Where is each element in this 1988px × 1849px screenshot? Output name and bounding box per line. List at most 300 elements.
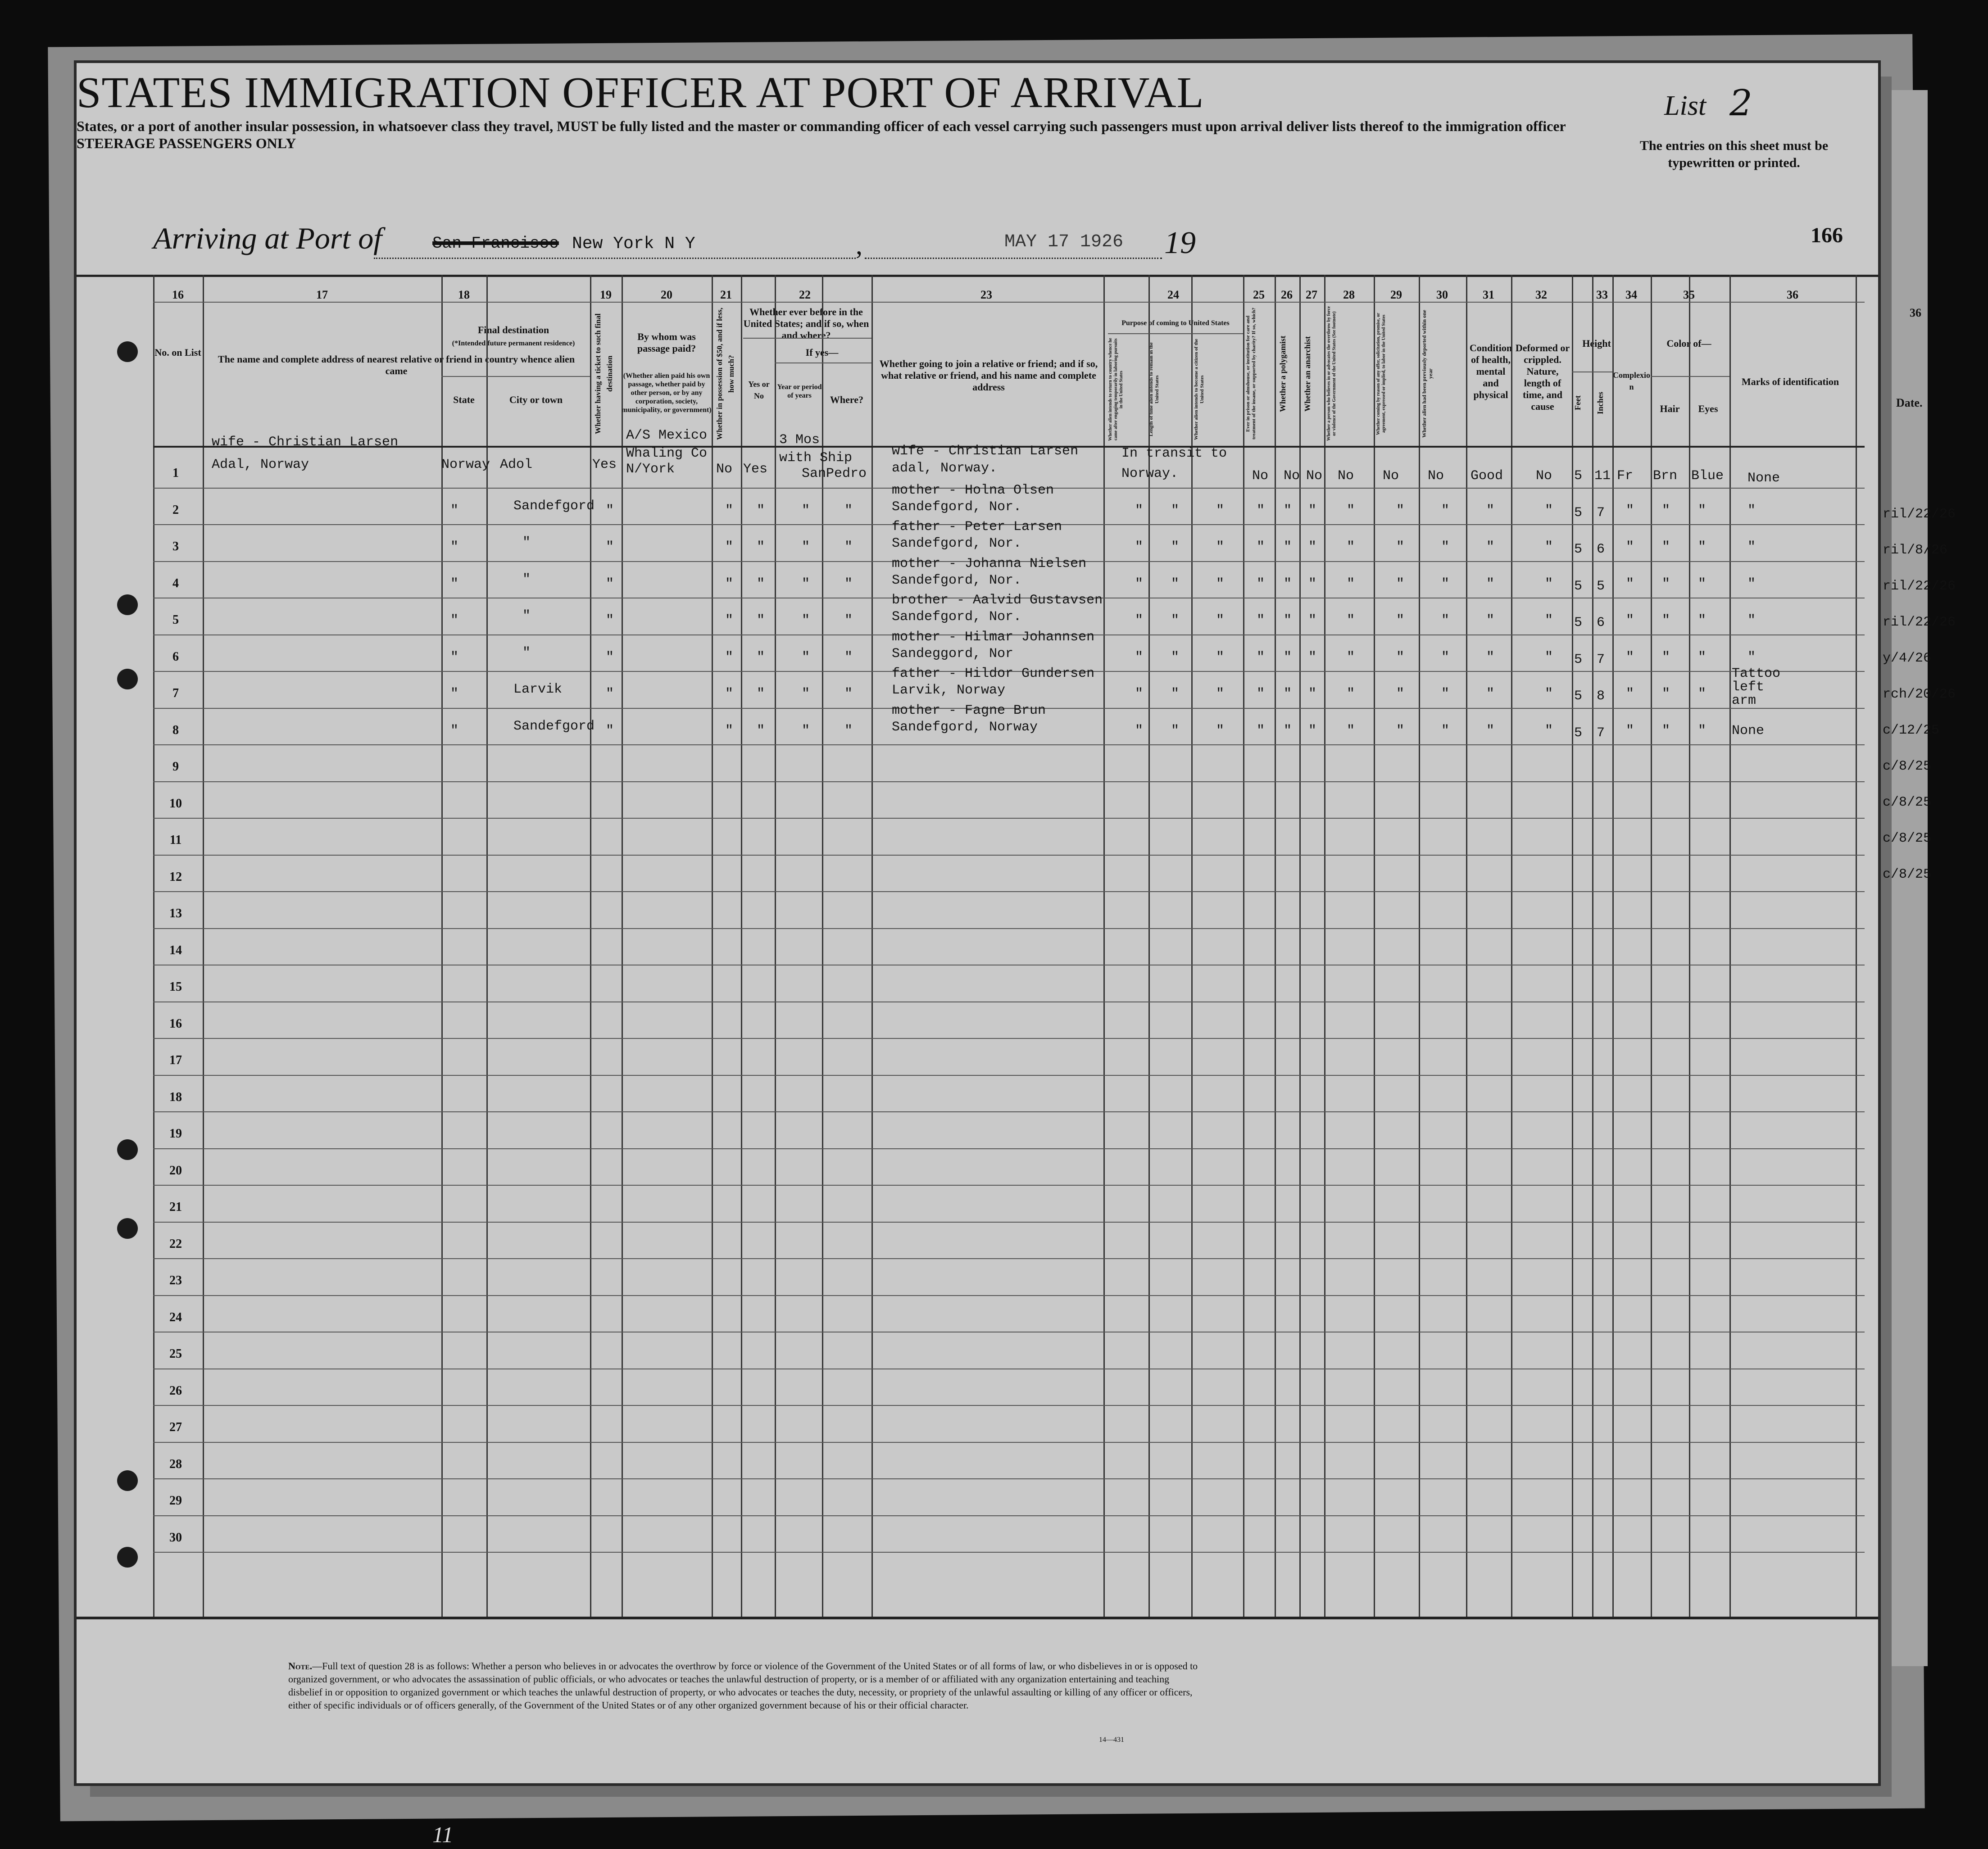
column-rule [775, 275, 776, 1617]
marks-value: arm [1732, 693, 1757, 708]
ditto-mark: " [844, 723, 853, 739]
ditto-mark: " [1257, 576, 1265, 592]
ditto-mark: " [522, 535, 531, 550]
row-rule [153, 1222, 1865, 1223]
marks-value: left [1732, 680, 1765, 695]
column-rule [1275, 275, 1276, 1617]
ditto-mark: " [1441, 686, 1450, 702]
ditto-mark: " [450, 686, 459, 702]
column-rule [1689, 275, 1690, 1617]
joining-relative: mother - Johanna Nielsen [892, 556, 1087, 571]
ditto-mark: " [450, 576, 459, 592]
ditto-mark: " [1441, 723, 1450, 739]
col-24-header: Purpose of coming to United States [1121, 319, 1230, 327]
column-rule [1511, 275, 1512, 1617]
col-22-yesno: Yes or No [748, 380, 770, 400]
col-33-header: Height [1582, 338, 1611, 349]
row-number: 23 [169, 1273, 182, 1287]
height-inches: 5 [1597, 578, 1605, 594]
port-dotted-line [374, 258, 856, 259]
ditto-mark: " [1545, 649, 1553, 665]
ditto-mark: " [522, 608, 531, 624]
column-number: 25 [1253, 288, 1265, 301]
row-number: 9 [172, 760, 179, 774]
ditto-mark: " [606, 613, 614, 628]
port-value: New York N Y [572, 234, 695, 254]
answer-30: No [1428, 468, 1444, 484]
row-rule [153, 1038, 1865, 1039]
ditto-mark: " [757, 576, 765, 592]
ditto-mark: " [1626, 649, 1634, 665]
ditto-mark: " [1216, 576, 1225, 592]
column-number: 17 [316, 288, 328, 301]
ditto-mark: " [1486, 503, 1495, 518]
ditto-mark: " [1216, 686, 1225, 702]
corner-mark: 11 [432, 1822, 454, 1847]
ditto-mark: " [1747, 539, 1756, 555]
column-rule [1729, 275, 1731, 1617]
ditto-mark: " [725, 613, 734, 628]
height-inches: 7 [1597, 652, 1605, 667]
period-value: with Ship [779, 450, 853, 466]
ditto-mark: " [1284, 686, 1292, 702]
eyes-value: Blue [1691, 468, 1724, 484]
column-rule [741, 275, 742, 1617]
col-24-b: Length of time alien intends to remain in the United States [1148, 342, 1160, 437]
year-prefix: 19 [1164, 226, 1196, 260]
row-number: 19 [169, 1127, 182, 1141]
row-number: 14 [169, 943, 182, 957]
joining-address: Sandefgord, Nor. [892, 499, 1022, 515]
ditto-mark: " [1662, 686, 1670, 702]
ditto-mark: " [757, 723, 765, 739]
height-feet: 5 [1574, 615, 1583, 630]
joining-address: Larvik, Norway [892, 683, 1006, 698]
ditto-mark: " [1626, 503, 1634, 518]
ditto-mark: " [1662, 503, 1670, 518]
edge-col-36: 36 [1910, 306, 1921, 319]
ditto-mark: " [1135, 686, 1144, 702]
ditto-mark: " [1545, 686, 1553, 702]
ditto-mark: " [1396, 723, 1405, 739]
height-feet: 5 [1574, 689, 1583, 704]
destination-city: Sandefgord [513, 718, 595, 734]
ditto-mark: " [1135, 576, 1144, 592]
row-rule [153, 1552, 1865, 1553]
ditto-mark: " [1441, 503, 1450, 518]
punch-hole [117, 341, 138, 362]
row-number: 7 [172, 686, 179, 700]
ditto-mark: " [1257, 686, 1265, 702]
col-22-year: Year or period of years [777, 383, 822, 399]
ditto-mark: " [1308, 503, 1317, 518]
column-rule [1612, 275, 1614, 1617]
ditto-mark: " [725, 539, 734, 555]
row-number: 4 [172, 576, 179, 590]
column-rule [712, 275, 713, 1617]
ditto-mark: " [1486, 649, 1495, 665]
ditto-mark: " [802, 576, 810, 592]
ditto-mark: " [450, 613, 459, 628]
row-number: 17 [169, 1053, 182, 1067]
ditto-mark: " [1747, 576, 1756, 592]
ditto-mark: " [725, 686, 734, 702]
ditto-mark: " [1747, 649, 1756, 665]
height-inches: 11 [1594, 468, 1611, 484]
col-16-header: No. on List [154, 347, 201, 358]
row-number: 2 [172, 503, 179, 517]
ditto-mark: " [1396, 649, 1405, 665]
form-code: 14—431 [1099, 1736, 1124, 1744]
ditto-mark: " [1284, 576, 1292, 592]
ditto-mark: " [1347, 576, 1355, 592]
joining-address: adal, Norway. [892, 461, 998, 476]
col-31-header: Condition of health, mental and physical [1469, 342, 1512, 400]
row-rule [153, 1515, 1865, 1516]
ditto-mark: " [1626, 576, 1634, 592]
row-number: 13 [169, 906, 182, 920]
column-number: 20 [661, 288, 672, 301]
ditto-mark: " [844, 503, 853, 518]
ditto-mark: " [450, 723, 459, 739]
edge-date: rch/20/26 [1883, 687, 1956, 702]
ditto-mark: " [1216, 613, 1225, 628]
ditto-mark: " [1308, 649, 1317, 665]
ditto-mark: " [1486, 539, 1495, 555]
row-rule [153, 1442, 1865, 1443]
edge-date: ril/22/26 [1883, 507, 1956, 522]
column-number: 31 [1483, 288, 1494, 301]
column-rule [203, 275, 204, 1617]
column-rule [1651, 275, 1652, 1617]
row-number: 22 [169, 1237, 182, 1251]
col-27-header: Whether an anarchist [1303, 336, 1312, 412]
ditto-mark: " [1216, 723, 1225, 739]
ditto-mark: " [1486, 576, 1495, 592]
joining-relative: wife - Christian Larsen [892, 444, 1079, 459]
col-24-a: Whether alien intends to return to country whence he came after engaging temporarily in laboring pursuits in the United States [1108, 338, 1124, 441]
period-value: 3 Mos [779, 432, 820, 448]
height-feet: 5 [1574, 468, 1583, 484]
row-number: 18 [169, 1090, 182, 1104]
arrival-date-stamp: MAY 17 1926 [1004, 232, 1124, 252]
ditto-mark: " [1347, 649, 1355, 665]
passage-paid-by: N/York [626, 462, 675, 477]
answer-26: No [1284, 468, 1300, 484]
joining-relative: father - Hildor Gundersen [892, 666, 1095, 681]
ditto-mark: " [522, 645, 531, 661]
ditto-mark: " [1747, 503, 1756, 518]
ditto-mark: " [1486, 723, 1495, 739]
col-18-note: (*Intended future permanent residence) [452, 340, 575, 347]
ditto-mark: " [1284, 613, 1292, 628]
ditto-mark: " [757, 686, 765, 702]
ditto-mark: " [1662, 649, 1670, 665]
where-value: SanPedro [802, 466, 867, 481]
row-number: 15 [169, 980, 182, 994]
height-feet: 5 [1574, 542, 1583, 557]
ditto-mark: " [1486, 613, 1495, 628]
joining-address: Sandefgord, Nor. [892, 609, 1022, 625]
ditto-mark: " [1441, 539, 1450, 555]
purpose-value: Norway. [1121, 466, 1179, 481]
ditto-mark: " [1396, 539, 1405, 555]
col-18-state: State [453, 394, 475, 405]
ditto-mark: " [1308, 613, 1317, 628]
ditto-mark: " [802, 723, 810, 739]
ditto-mark: " [725, 576, 734, 592]
row-rule [153, 1405, 1865, 1406]
column-number: 34 [1625, 288, 1637, 301]
column-number: 26 [1281, 288, 1293, 301]
destination-city: Adol [500, 457, 533, 472]
ditto-mark: " [1698, 503, 1707, 518]
footnote-text: —Full text of question 28 is as follows: Whether a person who believes in or advocates the overthrow by force or violence of the Government of the United States or of all forms of law, or who disbelieves in or is opposed to organized government, or who advocates the assassination of public officials, or who advocates or teaches the unlawful destruction of property, or is a member of or affiliated with any organization entertaining and teaching disbelief in or opposition to organized government or which teaches the unlawful destruction of property, or who advocates or teaches the duty, necessity, or propriety of the unlawful assaulting or killing of any officer or officers, either of specific individuals or of officers generally, of the Government of the United States or of any other organized government because of his or their official character. [288, 1660, 1198, 1711]
ditto-mark: " [1698, 539, 1707, 555]
col-20-note: (Whether alien paid his own passage, whether paid by other person, or by any corporation, society, municipality, or government) [622, 372, 712, 414]
ditto-mark: " [1698, 649, 1707, 665]
ditto-mark: " [1626, 686, 1634, 702]
height-inches: 6 [1597, 615, 1605, 630]
ditto-mark: " [1698, 613, 1707, 628]
ditto-mark: " [802, 613, 810, 628]
col-33-inches: Inches [1596, 392, 1605, 415]
ditto-mark: " [725, 723, 734, 739]
destination-city: Larvik [513, 682, 563, 697]
ditto-mark: " [1216, 649, 1225, 665]
row-rule [153, 818, 1865, 819]
joining-address: Sandefgord, Nor. [892, 536, 1022, 551]
list-label: List [1664, 91, 1707, 121]
row-rule [153, 781, 1865, 782]
col-34-header: Complexion [1613, 371, 1650, 391]
col-36-header: Marks of identification [1741, 376, 1839, 387]
passage-paid-by: Whaling Co [626, 446, 708, 461]
col-29-header: Whether coming by reason of any offer, solicitation, promise, or agreement, expressed or implied, to labor in the United States [1376, 313, 1386, 435]
ditto-mark: " [1545, 723, 1553, 739]
money-value: No [716, 462, 733, 477]
ditto-mark: " [802, 649, 810, 665]
col-24-c: Whether alien intends to become a citizen of the United States [1194, 339, 1205, 440]
ditto-mark: " [844, 613, 853, 628]
ditto-mark: " [844, 539, 853, 555]
col-23-header: Whether going to join a relative or friend; and if so, what relative or friend, and his name and complete address [879, 358, 1098, 393]
col-35-eyes: Eyes [1698, 403, 1718, 414]
col-25-header: Ever in prison or almshouse, or institution for care and treatment of the insane, or supported by charity? If so, which? [1245, 308, 1257, 440]
ditto-mark: " [1135, 723, 1144, 739]
height-feet: 5 [1574, 652, 1583, 667]
ditto-mark: " [1626, 613, 1634, 628]
ditto-mark: " [1284, 539, 1292, 555]
column-number: 19 [600, 288, 612, 301]
row-rule [153, 855, 1865, 856]
row-rule [153, 1478, 1865, 1479]
column-number: 33 [1596, 288, 1608, 301]
ditto-mark: " [844, 576, 853, 592]
height-feet: 5 [1574, 725, 1583, 741]
ditto-mark: " [1257, 613, 1265, 628]
page-title: STATES IMMIGRATION OFFICER AT PORT OF ARRIVAL [77, 68, 1204, 117]
footnote-label: Note. [288, 1660, 313, 1672]
arriving-label: Arriving at Port of [153, 221, 382, 255]
marks-value: None [1732, 723, 1765, 739]
ditto-mark: " [1308, 686, 1317, 702]
row-number: 26 [169, 1383, 182, 1398]
instruction-line: States, or a port of another insular possession, in whatsoever class they travel, MUST be fully listed and the master or commanding officer of each vessel carrying such passengers must upon arrival deliver lists thereof to the immigration officer [77, 118, 1566, 134]
ditto-mark: " [1257, 503, 1265, 518]
row-rule [153, 1075, 1865, 1076]
column-rule [1592, 275, 1593, 1617]
ditto-mark: " [1698, 723, 1707, 739]
column-number: 27 [1306, 288, 1317, 301]
row-rule [153, 744, 1865, 745]
column-number: 35 [1683, 288, 1695, 301]
ditto-mark: " [1396, 503, 1405, 518]
ditto-mark: " [1284, 503, 1292, 518]
ditto-mark: " [1308, 723, 1317, 739]
col-22-ifyes: If yes— [805, 347, 839, 358]
ditto-mark: " [802, 686, 810, 702]
header-rule [153, 302, 1865, 303]
column-number: 32 [1535, 288, 1547, 301]
relative-address: Adal, Norway [212, 457, 309, 472]
table-bottom-rule [77, 1617, 1878, 1619]
ditto-mark: " [1396, 576, 1405, 592]
ditto-mark: " [1441, 613, 1450, 628]
ditto-mark: " [606, 503, 614, 518]
col-18-header: Final destination [477, 324, 549, 335]
row-number: 24 [169, 1310, 182, 1324]
height-inches: 7 [1597, 505, 1605, 521]
ditto-mark: " [1216, 503, 1225, 518]
col-35-header: Color of— [1666, 338, 1711, 349]
joining-relative: brother - Aalvid Gustavsen [892, 593, 1103, 608]
row-rule [153, 1295, 1865, 1296]
ditto-mark: " [606, 686, 614, 702]
ditto-mark: " [1135, 613, 1144, 628]
ditto-mark: " [802, 539, 810, 555]
ditto-mark: " [757, 539, 765, 555]
col-20-header: By whom was passage paid? [637, 331, 696, 354]
ditto-mark: " [1662, 539, 1670, 555]
col-35-hair: Hair [1660, 403, 1680, 414]
destination-state: Norway [441, 457, 490, 472]
ditto-mark: " [1347, 503, 1355, 518]
col-30-header: Whether alien had been previously deported within one year [1421, 310, 1434, 438]
col-17-header: The name and complete address of nearest relative or friend in country whence alien came [218, 353, 575, 376]
column-rule [1856, 275, 1857, 1617]
row-rule [153, 1111, 1865, 1112]
ditto-mark: " [844, 686, 853, 702]
ditto-mark: " [1171, 503, 1180, 518]
ditto-mark: " [606, 649, 614, 665]
ditto-mark: " [522, 571, 531, 587]
ditto-mark: " [1545, 576, 1553, 592]
port-struck-out: San Francisco [432, 234, 559, 253]
answer-25: No [1252, 468, 1269, 484]
ditto-mark: " [1662, 613, 1670, 628]
col-19-header: Whether having a ticket to such final destination [594, 313, 614, 434]
column-rule [441, 275, 443, 1617]
row-number: 11 [169, 833, 182, 847]
column-number: 28 [1343, 288, 1355, 301]
list-number: 2 [1729, 82, 1752, 124]
row-rule [153, 1148, 1865, 1149]
ditto-mark: " [1626, 539, 1634, 555]
answer-27: No [1306, 468, 1323, 484]
edge-date: c/12/25 [1883, 723, 1940, 738]
ditto-mark: " [606, 723, 614, 739]
deformed-value: No [1536, 468, 1552, 484]
ditto-mark: " [1257, 723, 1265, 739]
ditto-mark: " [844, 649, 853, 665]
steerage-line: STEERAGE PASSENGERS ONLY [77, 135, 296, 151]
punch-hole [117, 1139, 138, 1160]
ditto-mark: " [757, 649, 765, 665]
ditto-mark: " [1747, 613, 1756, 628]
ditto-mark: " [1347, 723, 1355, 739]
height-feet: 5 [1574, 578, 1583, 594]
punch-hole [117, 594, 138, 615]
row-number: 6 [172, 649, 179, 664]
ditto-mark: " [1135, 649, 1144, 665]
ditto-mark: " [1171, 723, 1180, 739]
edge-date: ril/8/26 [1883, 543, 1948, 558]
row-rule [153, 928, 1865, 929]
ditto-mark: " [725, 503, 734, 518]
ditto-mark: " [1308, 576, 1317, 592]
column-number: 18 [458, 288, 470, 301]
column-number: 22 [799, 288, 811, 301]
passage-paid-by: A/S Mexico [626, 428, 708, 443]
row-number: 16 [169, 1016, 182, 1031]
column-number: 30 [1436, 288, 1448, 301]
punch-hole [117, 1547, 138, 1568]
row-rule [153, 1185, 1865, 1186]
ditto-mark: " [802, 503, 810, 518]
relative-name: wife - Christian Larsen [212, 435, 399, 450]
row-number: 29 [169, 1494, 182, 1508]
ditto-mark: " [1216, 539, 1225, 555]
date-dotted-line [865, 258, 1162, 259]
ditto-mark: " [1347, 539, 1355, 555]
col-26-header: Whether a polygamist [1278, 335, 1287, 412]
punch-hole [117, 669, 138, 689]
height-inches: 7 [1597, 725, 1605, 741]
comma: , [856, 230, 862, 260]
manifest-table [153, 275, 1865, 1617]
row-number: 8 [172, 723, 179, 737]
joining-relative: mother - Hilmar Johannsen [892, 629, 1095, 645]
height-inches: 6 [1597, 542, 1605, 557]
ditto-mark: " [1135, 503, 1144, 518]
ditto-mark: " [1545, 503, 1553, 518]
column-number: 21 [720, 288, 732, 301]
edge-date: ril/22/26 [1883, 579, 1956, 594]
purpose-value: In transit to [1121, 446, 1227, 461]
row-number: 5 [172, 613, 179, 627]
destination-city: Sandefgord [513, 498, 595, 514]
height-feet: 5 [1574, 505, 1583, 521]
page-number: 166 [1811, 223, 1843, 247]
ditto-mark: " [757, 503, 765, 518]
row-number: 20 [169, 1163, 182, 1178]
column-rule [1572, 275, 1573, 1617]
edge-date: c/8/25 [1883, 831, 1932, 846]
ditto-mark: " [450, 539, 459, 555]
row-number: 10 [169, 796, 182, 811]
answer-28: No [1338, 468, 1354, 484]
